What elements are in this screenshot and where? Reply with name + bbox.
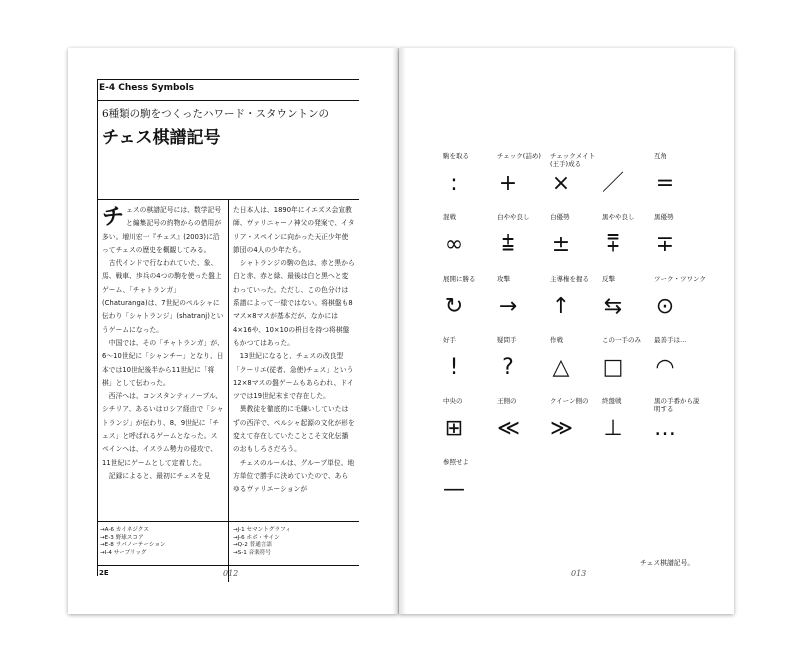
chess-symbol-glyph: ◠ <box>655 355 675 380</box>
chess-symbol-glyph: — <box>443 477 465 502</box>
cross-reference: →A-6 カイネジクス <box>100 527 149 533</box>
chess-symbol-glyph: ／ <box>602 171 625 196</box>
cross-reference: →Q-2 普通言語 <box>233 542 272 549</box>
chess-symbol-glyph: ? <box>502 355 514 380</box>
chess-symbol-label: 作戦 <box>550 336 563 344</box>
chess-symbol-glyph: □ <box>602 355 624 380</box>
chess-symbol-label: 参照せよ <box>443 458 469 466</box>
chess-symbol-glyph: ! <box>449 355 459 380</box>
chess-symbol-label: 主導権を握る <box>550 275 589 283</box>
chess-symbol-glyph: … <box>654 416 676 441</box>
chess-symbol-glyph: × <box>551 171 571 196</box>
chess-symbol-glyph: ∞ <box>444 232 464 257</box>
chess-symbol-label: 展開に勝る <box>443 275 476 283</box>
chess-symbol-label: 王側の <box>497 397 517 405</box>
paragraph: た日本人は、1890年にイエズス会宣教師、ヴァリニャーノ神父の発案で、イタリア・スペインに向かった天正少年使節団の4人の少年たち。 <box>233 206 355 254</box>
drop-cap: チ <box>102 204 125 230</box>
chess-symbol-label: ツーク・ツワンク <box>654 275 706 283</box>
chess-symbol-label: チェック(詰め) <box>497 152 541 160</box>
paragraph: 西洋へは、コンスタンティノープル、シチリア、あるいはロシア経由で「シャトランジ」が伝わり、8、9世紀に「チェス」と呼ばれるゲームとなった。スペインへは、イスラム勢力の侵攻で、11世紀にゲームとして定着した。 <box>102 392 224 467</box>
section-label: E-4 Chess Symbols <box>99 83 195 93</box>
paragraph: チェスのルールは、グループ単位、地方単位で勝手に決めていたので、あらゆるヴァリエーションが <box>233 458 355 494</box>
chess-symbol-label: 好手 <box>443 336 456 344</box>
book-gutter <box>392 48 406 614</box>
body-column-1 <box>102 204 224 483</box>
chess-symbol-glyph: ⊥ <box>603 416 623 441</box>
chess-symbol-glyph: ↑ <box>551 294 571 319</box>
chess-symbol-glyph: △ <box>552 355 570 380</box>
chess-symbol-label: 攻撃 <box>497 275 510 283</box>
chess-symbol-label: チェックメイト(王手)成る <box>550 152 596 168</box>
chess-symbol-label: 白やや良し <box>497 213 530 221</box>
paragraph: 古代インドで行なわれていた、象、馬、戦車、歩兵の4つの駒を使った盤上ゲーム、「チャトランガ」(Chaturanga)は、7世紀のペルシャに伝わり「シャトランジ」(shatranj)というゲームになった。 <box>102 259 224 334</box>
chess-symbol-glyph: + <box>498 171 518 196</box>
chess-symbol-label: 終盤戦 <box>602 397 622 405</box>
column-divider <box>228 200 229 582</box>
cross-reference: →S-1 音楽符号 <box>233 549 271 556</box>
cross-reference: →I-4 サーブリッグ <box>100 549 147 556</box>
chess-symbol-glyph: ≫ <box>550 416 574 441</box>
left-page-number: 012 <box>223 569 239 578</box>
chess-symbol-glyph: ⊙ <box>655 294 675 319</box>
paragraph: 中国では、その「チャトランガ」が、6～10世紀に「シャンチー」となり、日本では10世紀後半から11世紀に「将棋」として伝わった。 <box>102 338 224 387</box>
chess-symbol-glyph: = <box>655 171 675 196</box>
paragraph: 13世紀になると、チェスの改良型「クーリエ(従者、急使)チェス」という12×8マスの盤ゲームもあらわれ、ドイツでは19世紀末まで存在した。 <box>233 352 354 401</box>
chess-symbol-label: 互角 <box>654 152 667 160</box>
page-subtitle: 6種類の駒をつくったハワード・スタウントンの <box>102 108 329 120</box>
right-page-number: 013 <box>571 569 587 578</box>
chess-symbol-label: 白優勢 <box>550 213 570 221</box>
footer-rule <box>97 565 359 566</box>
paragraph: 記録によると、最初にチェスを見 <box>102 471 211 480</box>
cross-reference: →E-8 ラバノーテーション <box>100 542 166 549</box>
chess-symbol-glyph: → <box>498 294 518 319</box>
cross-reference: →J-1 セマントグラフィ <box>233 527 291 533</box>
chess-symbol-label: クイーン側の <box>550 397 589 405</box>
chess-symbol-label: 黒やや良し <box>602 213 635 221</box>
cross-reference: →E-3 野球スコア <box>100 534 144 541</box>
chess-symbol-glyph: ± <box>551 232 571 257</box>
chess-symbol-glyph: ⇆ <box>603 294 623 319</box>
page-code: 2E <box>99 569 109 577</box>
paragraph: シャトランジの駒の色は、赤と黒から白と赤、赤と緑、最後は白と黒へと変わっていった。ただし、この色分けは系譜によって一様ではない。将棋盤も8マス×8マスが基本だが、なかには4×16や、10×10の枡目を持つ将棋盤もかつてはあった。 <box>233 259 355 347</box>
chess-symbol-label: 反撃 <box>602 275 615 283</box>
chess-symbol-glyph: ⩱ <box>606 232 620 257</box>
chess-symbol-glyph: ↻ <box>444 294 464 319</box>
cross-references-2 <box>233 527 291 557</box>
chess-symbol-glyph: ∓ <box>655 232 675 257</box>
chess-symbol-label: 中央の <box>443 397 463 405</box>
figure-caption: チェス棋譜記号。 <box>640 559 695 567</box>
chess-symbol-label: 疑問手 <box>497 336 517 344</box>
cross-reference-rule <box>97 521 359 522</box>
cross-reference: →J-6 ホボ・サイン <box>233 534 280 541</box>
left-page-frame <box>97 79 359 579</box>
chess-symbol-label: この一手のみ <box>602 336 641 344</box>
paragraph: 異教徒を徹底的に毛嫌いしていたはずの西洋で、ペルシャ起源の文化が形を変えて存在していたことこそ文化伝播のおもしろさだろう。 <box>233 405 355 454</box>
page-title: チェス棋譜記号 <box>102 128 221 148</box>
chess-symbol-label: 駒を取る <box>443 152 469 160</box>
chess-symbol-label: 混戦 <box>443 213 456 221</box>
right-page <box>399 48 734 614</box>
chess-symbol-glyph: ⊞ <box>444 416 464 441</box>
cross-references-1 <box>100 527 166 557</box>
chess-symbol-label: 黒の手番から説明する <box>654 397 700 413</box>
frame-left-rule <box>97 79 98 576</box>
chess-symbol-glyph: ⩲ <box>501 232 515 257</box>
paragraph: ェスの棋譜記号には、数学記号と編集記号の約物からの借用が多い。増川宏一『チェス』(2003)に沿ってチェスの歴史を概観してみる。 <box>102 206 222 254</box>
chess-symbol-glyph: ≪ <box>497 416 521 441</box>
chess-symbol-label: 最善手は… <box>654 336 687 344</box>
chess-symbol-label: 黒優勢 <box>654 213 674 221</box>
body-column-2 <box>233 204 355 497</box>
chess-symbol-glyph: : <box>450 171 458 196</box>
section-header <box>97 79 359 101</box>
